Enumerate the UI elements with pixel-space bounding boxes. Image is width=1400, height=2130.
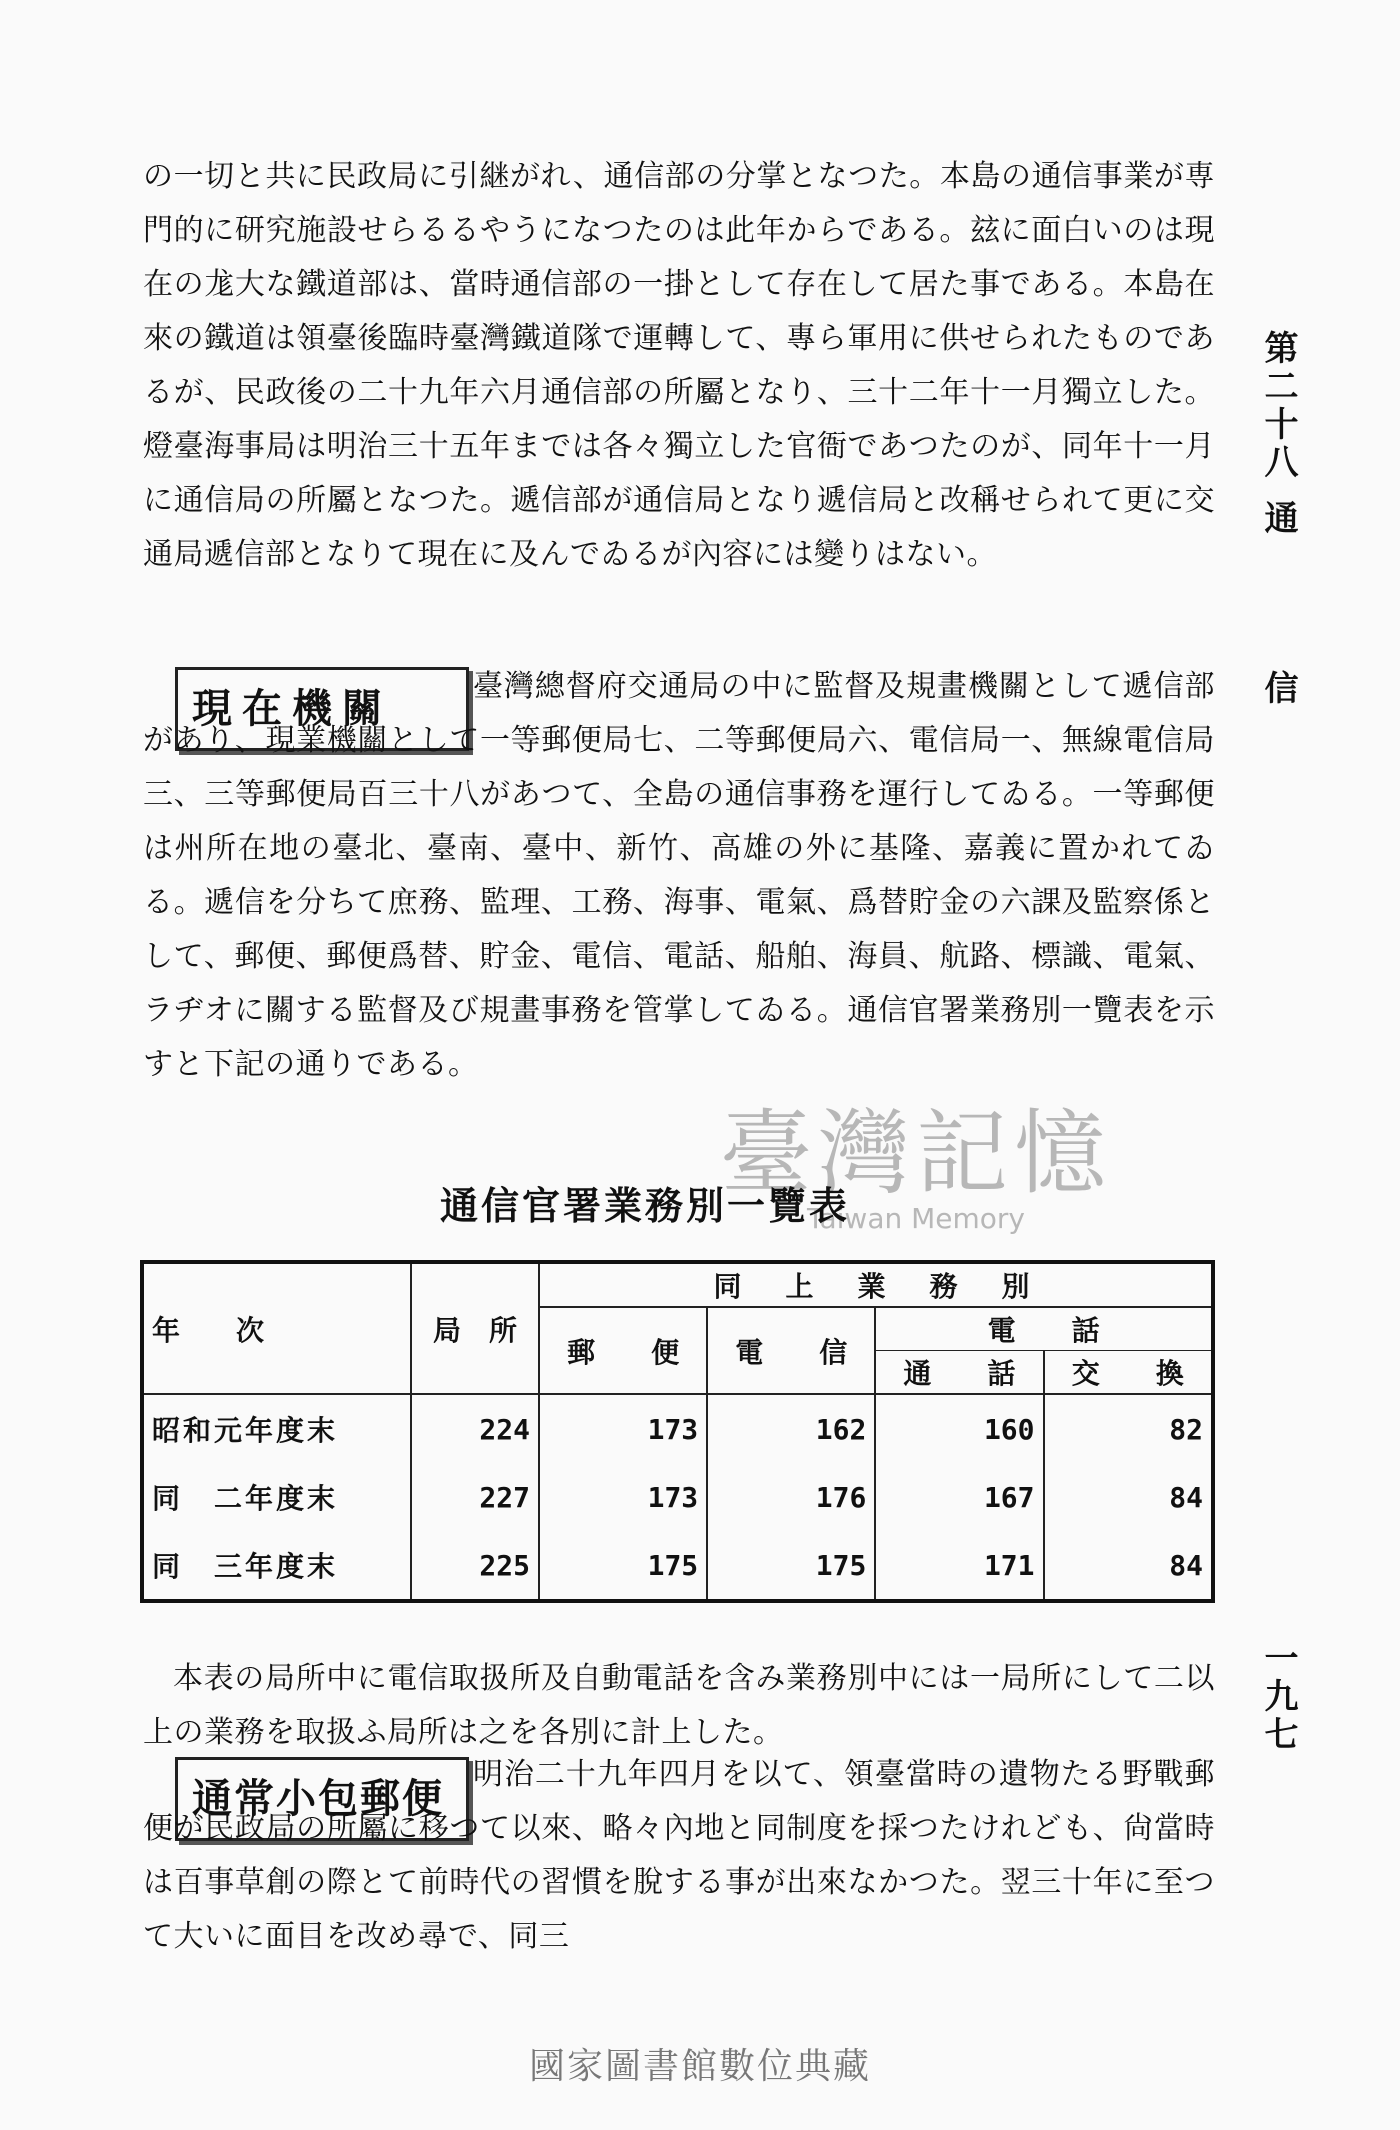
table-row (142, 1394, 1213, 1463)
section-parcel-post (143, 1748, 1215, 1964)
section-parcel-post-text: 明治二十九年四月を以て、領臺當時の遺物たる野戰郵便が民政局の所屬に移つて以來、略々內地と同制度を採つたけれども、尙當時は百事草創の際とて前時代の習慣を脫する事が出來なかつた。翌三十年に至つて大いに面目を改め尋で、同三 (143, 1757, 1215, 1954)
cell-year: 昭和元年度末 (152, 1414, 339, 1447)
watermark-text-cn: 臺灣記憶 (720, 1100, 1113, 1207)
paragraph-intro (143, 150, 1215, 582)
table-row (142, 1531, 1213, 1601)
cell-calls: 160 (875, 1394, 1043, 1463)
section-current-agencies-text: 臺灣總督府交通局の中に監督及規畫機關として遞信部があり、現業機關として一等郵便局七、二等郵便局六、電信局一、無線電信局三、三等郵便局百三十八があつて、全島の通信事務を運行してゐる。一等郵便は州所在地の臺北、臺南、臺中、新竹、高雄の外に基隆、嘉義に置かれてゐる。遞信を分ちて庶務、監理、工務、海事、電氣、爲替貯金の六課及監察係として、郵便、郵便爲替、貯金、電信、電話、船舶、海員、航路、標識、電氣、ラヂオに關する監督及び規畫事務を管掌してゐる。通信官署業務別一覽表を示すと下記の通りである。 (143, 669, 1215, 1082)
cell-telegraph: 162 (707, 1394, 875, 1463)
table-title: 通信官署業務別一覽表 (440, 1183, 851, 1228)
section-heading-current-agencies: 現在機關 (175, 667, 469, 751)
table-row (142, 1463, 1213, 1531)
table-note (143, 1652, 1215, 1760)
header-telephone: 電 話 (875, 1307, 1213, 1351)
cell-exchange: 84 (1044, 1463, 1213, 1531)
chapter-title-char-1: 通 (1258, 500, 1298, 538)
cell-offices: 224 (411, 1394, 539, 1463)
cell-telegraph: 176 (707, 1463, 875, 1531)
cell-postal: 173 (539, 1463, 707, 1531)
header-exchange: 交 換 (1044, 1351, 1213, 1395)
paragraph-intro-text: の一切と共に民政局に引継がれ、通信部の分掌となつた。本島の通信事業が専門的に研究施設せらるるやうになつたのは此年からである。玆に面白いのは現在の尨大な鐵道部は、當時通信部の一掛として存在して居た事である。本島在來の鐵道は領臺後臨時臺灣鐵道隊で運轉して、專ら軍用に供せられたものであるが、民政後の二十九年六月通信部の所屬となり、三十二年十一月獨立した。燈臺海事局は明治三十五年までは各々獨立した官衙であつたのが、同年十一月に通信局の所屬となつた。遞信部が通信局となり遞信局と改稱せられて更に交通局遞信部となりて現在に及んでゐるが內容には變りはない。 (143, 159, 1215, 572)
cell-offices: 227 (411, 1463, 539, 1531)
cell-offices: 225 (411, 1531, 539, 1601)
header-telegraph: 電 信 (707, 1307, 875, 1394)
cell-telegraph: 175 (707, 1531, 875, 1601)
cell-postal: 175 (539, 1531, 707, 1601)
footer-archive-credit: 國家圖書館數位典藏 (528, 2046, 871, 2087)
cell-exchange: 84 (1044, 1531, 1213, 1601)
header-year: 年 次 (142, 1262, 411, 1394)
header-offices: 局 所 (411, 1262, 539, 1394)
table-header-row (142, 1262, 1213, 1307)
page-number: 一九七 (1258, 1640, 1298, 1754)
section-heading-parcel-post: 通常小包郵便 (175, 1757, 469, 1841)
cell-postal: 173 (539, 1394, 707, 1463)
cell-year: 同 二年度末 (152, 1482, 339, 1515)
header-service-group: 同 上 業 務 別 (539, 1262, 1213, 1307)
cell-calls: 171 (875, 1531, 1043, 1601)
cell-calls: 167 (875, 1463, 1043, 1531)
chapter-label: 第二十八 (1258, 330, 1298, 482)
cell-year: 同 三年度末 (152, 1550, 339, 1583)
section-current-agencies (143, 660, 1215, 1092)
chapter-title-char-2: 信 (1258, 670, 1298, 708)
table-note-text: 本表の局所中に電信取扱所及自動電話を含み業務別中には一局所にして二以上の業務を取扱ふ局所は之を各別に計上した。 (143, 1661, 1215, 1750)
statistics-table (140, 1260, 1215, 1603)
header-calls: 通 話 (875, 1351, 1043, 1395)
watermark-text-en: Taiwan Memory (807, 1202, 1025, 1235)
header-postal: 郵 便 (539, 1307, 707, 1394)
cell-exchange: 82 (1044, 1394, 1213, 1463)
